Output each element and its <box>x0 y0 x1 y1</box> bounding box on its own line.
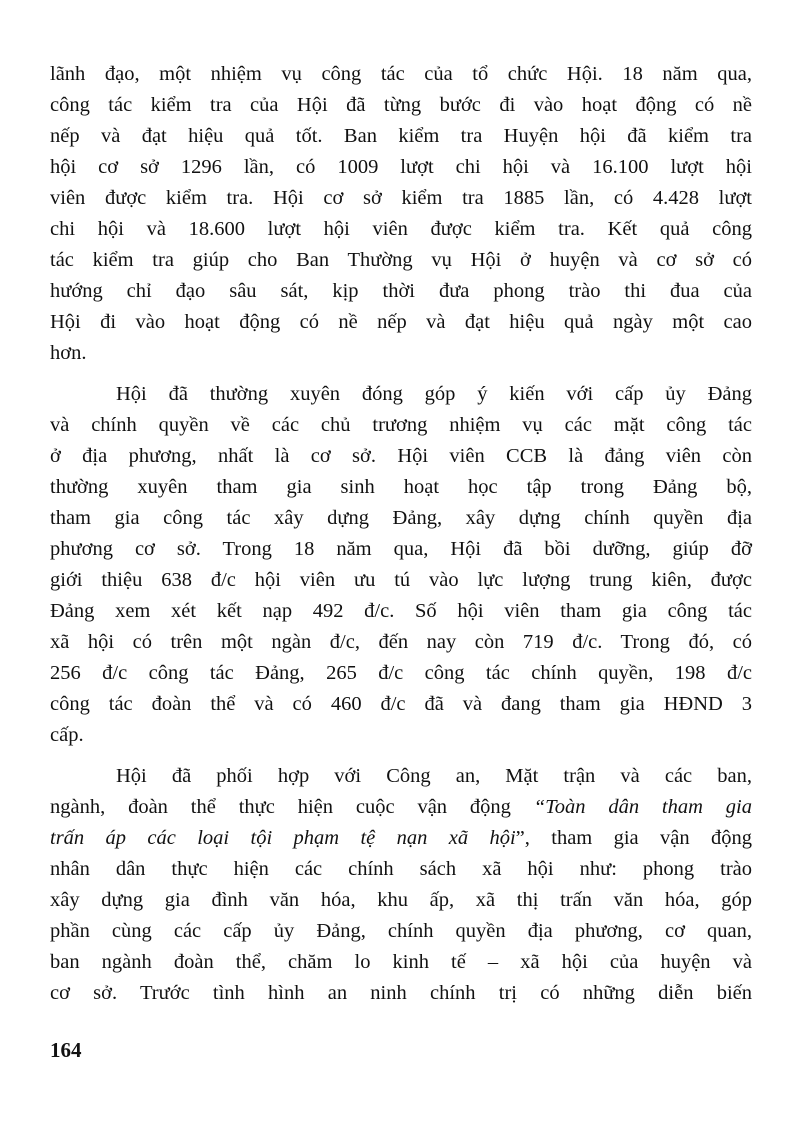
text-line <box>50 658 752 689</box>
text-segment: tham gia công tác xây dựng Đảng, xây dựng chính quyền địa <box>50 507 752 529</box>
text-line <box>50 59 752 90</box>
text-line <box>50 761 752 792</box>
text-line <box>50 978 752 1009</box>
text-segment: Hội đã thường xuyên đóng góp ý kiến với cấp ủy Đảng <box>116 383 752 405</box>
text-line <box>50 823 752 854</box>
text-segment: xã hội có trên một ngàn đ/c, đến nay còn 719 đ/c. Trong đó, có <box>50 631 752 653</box>
text-line <box>50 183 752 214</box>
text-segment: lãnh đạo, một nhiệm vụ công tác của tổ chức Hội. 18 năm qua, <box>50 63 752 85</box>
text-segment: 256 đ/c công tác Đảng, 265 đ/c công tác chính quyền, 198 đ/c <box>50 662 752 684</box>
text-segment: viên được kiểm tra. Hội cơ sở kiểm tra 1885 lần, có 4.428 lượt <box>50 187 752 209</box>
paragraph <box>50 761 752 1009</box>
text-line <box>50 534 752 565</box>
italic-quote-text: “Toàn dân tham gia <box>533 796 752 818</box>
text-line <box>50 947 752 978</box>
text-segment: Đảng xem xét kết nạp 492 đ/c. Số hội viên tham gia công tác <box>50 600 752 622</box>
text-line <box>50 689 752 720</box>
text-line <box>50 472 752 503</box>
text-segment: hướng chỉ đạo sâu sát, kịp thời đưa phong trào thi đua của <box>50 280 752 302</box>
text-segment: tác kiểm tra giúp cho Ban Thường vụ Hội ở huyện và cơ sở có <box>50 249 752 271</box>
text-line <box>50 379 752 410</box>
text-segment: phương cơ sở. Trong 18 năm qua, Hội đã bồi dưỡng, giúp đỡ <box>50 538 752 560</box>
text-line <box>50 307 752 338</box>
text-segment: cơ sở. Trước tình hình an ninh chính trị có những diễn biến <box>50 982 752 1004</box>
text-segment: phần cùng các cấp ủy Đảng, chính quyền địa phương, cơ quan, <box>50 920 752 942</box>
text-segment: ở địa phương, nhất là cơ sở. Hội viên CCB là đảng viên còn <box>50 445 752 467</box>
text-segment: xây dựng gia đình văn hóa, khu ấp, xã thị trấn văn hóa, góp <box>50 889 752 911</box>
text-line <box>50 90 752 121</box>
text-line <box>50 503 752 534</box>
text-segment: Hội đi vào hoạt động có nề nếp và đạt hiệu quả ngày một cao <box>50 311 752 333</box>
text-segment: công tác đoàn thể và có 460 đ/c đã và đang tham gia HĐND 3 <box>50 693 752 715</box>
text-line <box>50 565 752 596</box>
text-line <box>50 152 752 183</box>
text-segment: giới thiệu 638 đ/c hội viên ưu tú vào lực lượng trung kiên, được <box>50 569 752 591</box>
text-line <box>50 338 752 369</box>
text-segment: và chính quyền về các chủ trương nhiệm vụ các mặt công tác <box>50 414 752 436</box>
text-segment: Hội đã phối hợp với Công an, Mặt trận và các ban, <box>116 765 752 787</box>
text-line <box>50 854 752 885</box>
text-segment: nếp và đạt hiệu quả tốt. Ban kiểm tra Huyện hội đã kiểm tra <box>50 125 752 147</box>
text-line <box>50 627 752 658</box>
text-segment: hội cơ sở 1296 lần, có 1009 lượt chi hội và 16.100 lượt hội <box>50 156 752 178</box>
text-line <box>50 885 752 916</box>
paragraph <box>50 59 752 369</box>
text-segment: cấp. <box>50 724 84 746</box>
italic-quote-text: trấn áp các loại tội phạm tệ nạn xã hội <box>50 827 516 849</box>
text-segment: ngành, đoàn thể thực hiện cuộc vận động <box>50 796 534 818</box>
text-segment: thường xuyên tham gia sinh hoạt học tập trong Đảng bộ, <box>50 476 752 498</box>
text-line <box>50 410 752 441</box>
text-line <box>50 720 752 751</box>
text-line <box>50 214 752 245</box>
paragraph <box>50 379 752 751</box>
text-segment: ban ngành đoàn thể, chăm lo kinh tế – xã hội của huyện và <box>50 951 752 973</box>
text-segment: chi hội và 18.600 lượt hội viên được kiểm tra. Kết quả công <box>50 218 752 240</box>
text-line <box>50 276 752 307</box>
text-line <box>50 121 752 152</box>
text-line <box>50 441 752 472</box>
text-line <box>50 596 752 627</box>
text-line <box>50 792 752 823</box>
text-line <box>50 916 752 947</box>
text-line <box>50 245 752 276</box>
text-segment: công tác kiểm tra của Hội đã từng bước đi vào hoạt động có nề <box>50 94 752 116</box>
text-segment: ”, tham gia vận động <box>515 827 753 849</box>
text-segment: hơn. <box>50 342 87 364</box>
document-body <box>50 59 752 1009</box>
text-segment: nhân dân thực hiện các chính sách xã hội như: phong trào <box>50 858 752 880</box>
page-number: 164 <box>50 1038 82 1062</box>
